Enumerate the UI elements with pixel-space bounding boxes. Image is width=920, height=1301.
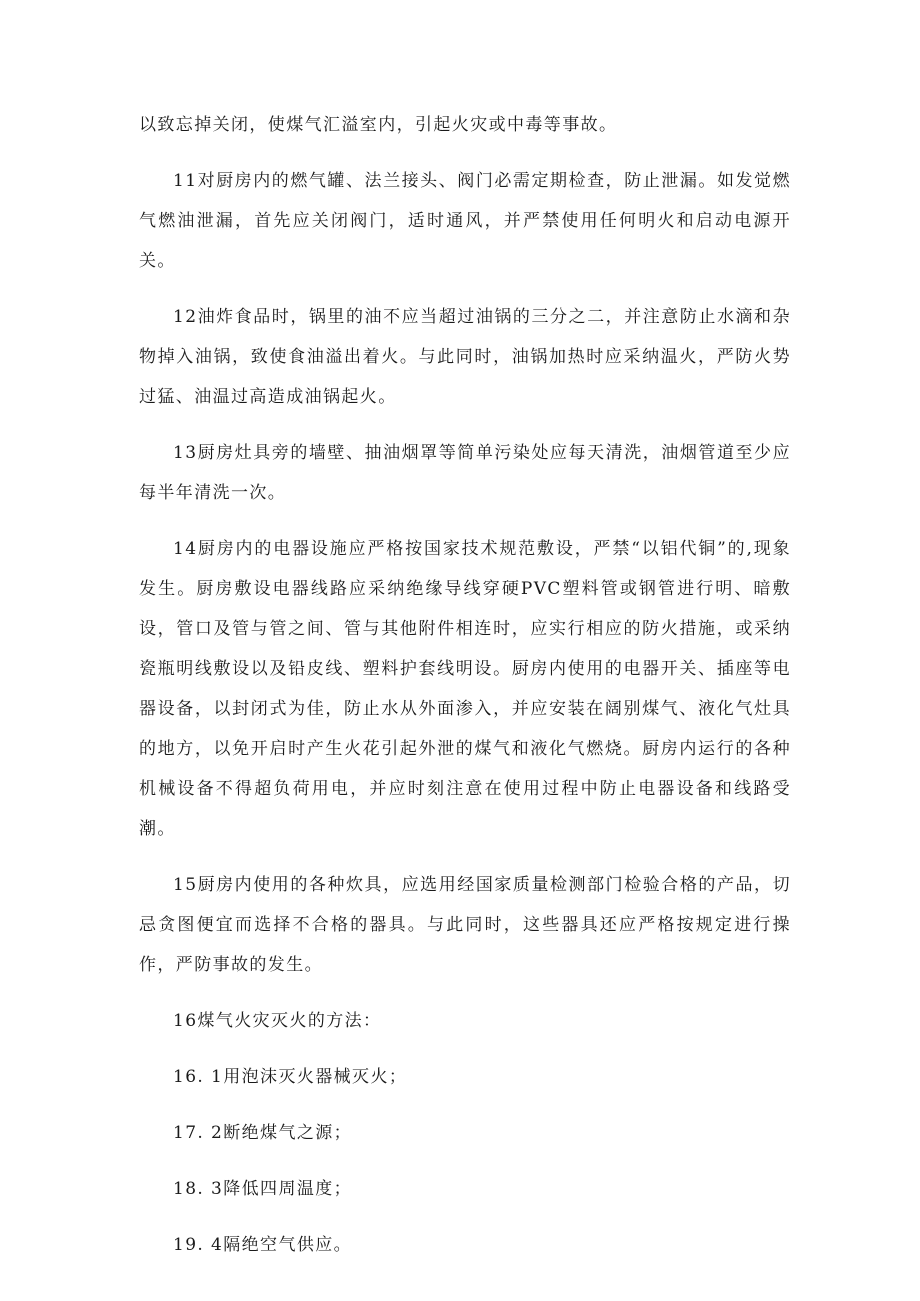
paragraph-14: 14厨房内的电器设施应严格按国家技术规范敷设，严禁“以铝代铜”的,现象发生。厨房敷设电器线路应采纳绝缘导线穿硬PVC塑料管或钢管进行明、暗敷设，管口及管与管之间、管与其他附件相连时，应实行相应的防火措施，或采纳瓷瓶明线敷设以及铅皮线、塑料护套线明设。厨房内使用的电器开关、插座等电器设备，以封闭式为佳，防止水从外面渗入，并应安装在阔别煤气、液化气灶具的地方，以免开启时产生火花引起外泄的煤气和液化气燃烧。厨房内运行的各种机械设备不得超负荷用电，并应时刻注意在使用过程中防止电器设备和线路受潮。 <box>139 539 791 839</box>
document-body <box>139 105 791 1281</box>
list-item-16-1: 16. 1用泡沫灭火器械灭火； <box>173 1067 408 1087</box>
paragraph-11: 11对厨房内的燃气罐、法兰接头、阀门必需定期检查，防止泄漏。如发觉燃气燃油泄漏，首先应关闭阀门，适时通风，并严禁使用任何明火和启动电源开关。 <box>139 171 791 271</box>
paragraph-13: 13厨房灶具旁的墙壁、抽油烟罩等简单污染处应每天清洗，油烟管道至少应每半年清洗一次。 <box>139 443 791 503</box>
list-item-18-3: 18. 3降低四周温度； <box>173 1179 353 1199</box>
list-item-17-2: 17. 2断绝煤气之源； <box>173 1123 353 1143</box>
list-item-19-4: 19. 4隔绝空气供应。 <box>173 1235 353 1255</box>
paragraph-15: 15厨房内使用的各种炊具，应选用经国家质量检测部门检验合格的产品，切忌贪图便宜而选择不合格的器具。与此同时，这些器具还应严格按规定进行操作，严防事故的发生。 <box>139 875 791 975</box>
paragraph-16: 16煤气火灾灭火的方法： <box>173 1011 382 1031</box>
paragraph-12: 12油炸食品时，锅里的油不应当超过油锅的三分之二，并注意防止水滴和杂物掉入油锅，致使食油溢出着火。与此同时，油锅加热时应采纳温火，严防火势过猛、油温过高造成油锅起火。 <box>139 307 791 407</box>
paragraph-continued: 以致忘掉关闭，使煤气汇溢室内，引起火灾或中毒等事故。 <box>139 115 618 135</box>
